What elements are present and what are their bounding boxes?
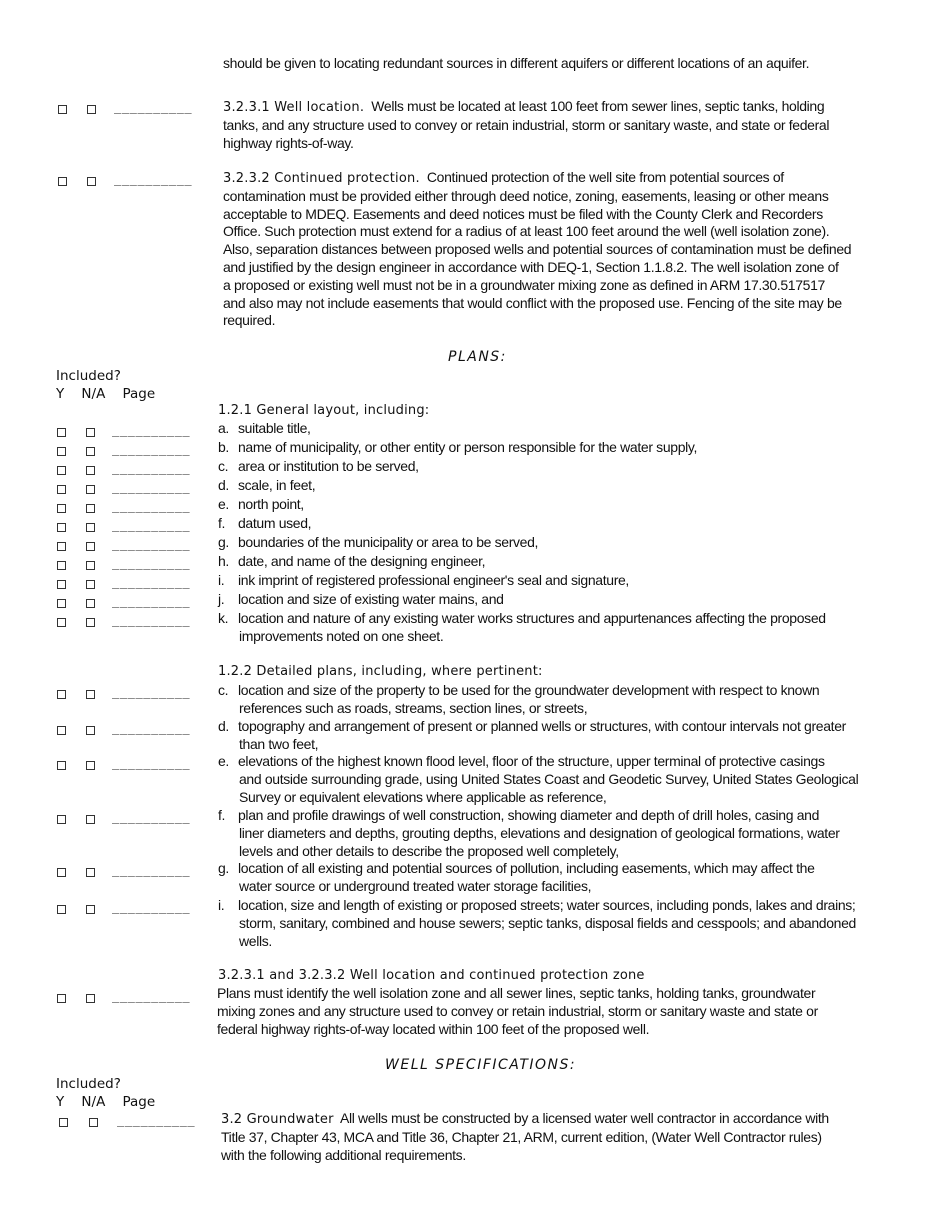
- checkbox-na[interactable]: [86, 599, 95, 608]
- item-line: [218, 477, 315, 495]
- item-label: i.: [218, 572, 225, 588]
- page-blank[interactable]: __________: [112, 537, 191, 551]
- checkbox-na[interactable]: [87, 177, 96, 186]
- checkbox-yes[interactable]: [58, 177, 67, 186]
- checkbox-yes[interactable]: [57, 504, 66, 513]
- cp-line-6: and justified by the design engineer in accordance with DEQ-1, Section 1.1.8.2. The well isolation zone of: [223, 258, 839, 275]
- well-location-line-3: highway rights-of-way.: [223, 134, 354, 151]
- item-line: [218, 682, 819, 700]
- item-text: date, and name of the designing engineer,: [238, 553, 486, 569]
- checkbox-yes[interactable]: [57, 428, 66, 437]
- item-line: [218, 496, 304, 514]
- checkbox-yes[interactable]: [57, 690, 66, 699]
- checkbox-na[interactable]: [86, 447, 95, 456]
- list-item: [218, 897, 856, 950]
- item-text: ink imprint of registered professional engineer's seal and signature,: [238, 572, 629, 588]
- checkbox-yes[interactable]: [57, 580, 66, 589]
- list-item: [218, 420, 311, 438]
- page-blank[interactable]: __________: [114, 100, 193, 114]
- item-line: [218, 420, 311, 438]
- item-line: [218, 753, 858, 771]
- page-blank[interactable]: __________: [112, 518, 191, 532]
- col-y-label: Y: [56, 386, 65, 402]
- checkbox-na[interactable]: [86, 726, 95, 735]
- cp-line-1: Continued protection of the well site from potential sources of: [426, 169, 784, 185]
- checkbox-na[interactable]: [86, 504, 95, 513]
- item-line: [218, 897, 856, 915]
- checkbox-yes[interactable]: [57, 523, 66, 532]
- item-label: f.: [218, 515, 226, 531]
- col-na-label: N/A: [81, 386, 106, 402]
- cp-line-7: a proposed or existing well must not be in a groundwater mixing zone as defined in ARM 17.30.517517: [223, 276, 825, 293]
- iz-line-1: Plans must identify the well isolation zone and all sewer lines, septic tanks, holding tanks, groundwater: [217, 985, 816, 1001]
- item-line: [218, 591, 504, 609]
- checkbox-na[interactable]: [86, 485, 95, 494]
- item-line: [218, 553, 485, 571]
- continued-protection-heading: 3.2.3.2 Continued protection.: [223, 171, 420, 186]
- page-blank[interactable]: __________: [114, 172, 193, 186]
- checkbox-yes[interactable]: [57, 868, 66, 877]
- item-label: e.: [218, 496, 229, 512]
- page-blank[interactable]: __________: [112, 810, 191, 824]
- item-label: f.: [218, 807, 226, 823]
- item-line-continued: than two feet,: [239, 735, 319, 752]
- checkbox-yes[interactable]: [57, 485, 66, 494]
- intro-line: should be given to locating redundant sources in different aquifers or different locations of an aquifer.: [223, 55, 810, 71]
- well-location-heading: 3.2.3.1 Well location.: [223, 100, 365, 115]
- list-item: [218, 553, 485, 571]
- page-blank[interactable]: __________: [112, 461, 191, 475]
- page-blank[interactable]: __________: [112, 442, 191, 456]
- checkbox-na[interactable]: [89, 1118, 98, 1127]
- item-text: name of municipality, or other entity or person responsible for the water supply,: [238, 439, 698, 455]
- item-label: j.: [218, 591, 225, 607]
- item-line: [218, 572, 629, 590]
- item-label: c.: [218, 682, 229, 698]
- checkbox-na[interactable]: [86, 690, 95, 699]
- item-line-continued: improvements noted on one sheet.: [239, 627, 444, 644]
- checkbox-na[interactable]: [86, 905, 95, 914]
- item-text: elevations of the highest known flood level, floor of the structure, upper terminal of protective casings: [238, 753, 825, 769]
- item-label: g.: [218, 860, 229, 876]
- page-blank[interactable]: __________: [112, 756, 191, 770]
- detailed-plans-heading: 1.2.2 Detailed plans, including, where pertinent:: [218, 664, 543, 679]
- page-blank[interactable]: __________: [112, 721, 191, 735]
- item-line-continued: liner diameters and depths, grouting depths, elevations and designation of geological formations, water: [239, 824, 840, 841]
- list-item: [218, 572, 629, 590]
- item-text: north point,: [238, 496, 304, 512]
- well-specs-included-header: [56, 1075, 155, 1111]
- cp-line-9: required.: [223, 312, 276, 329]
- cp-line-4: Office. Such protection must extend for a radius of at least 100 feet around the well (well isolation zone).: [223, 223, 830, 240]
- page-blank[interactable]: __________: [112, 863, 191, 877]
- item-text: location and nature of any existing water works structures and appurtenances affecting the proposed: [238, 610, 826, 626]
- general-layout-heading: 1.2.1 General layout, including:: [218, 403, 430, 418]
- item-line-continued: water source or underground treated water storage facilities,: [239, 877, 592, 894]
- plans-included-header: [56, 367, 155, 403]
- groundwater-heading: 3.2 Groundwater: [221, 1112, 334, 1127]
- included-label: Included?: [56, 368, 121, 384]
- item-label: d.: [218, 718, 229, 734]
- item-text: location and size of the property to be used for the groundwater development with respect to known: [238, 682, 820, 698]
- iz-line-2: mixing zones and any structure used to convey or retain industrial, storm or sanitary waste and state or: [217, 1002, 818, 1019]
- list-item: [218, 439, 697, 457]
- page-blank[interactable]: __________: [117, 1113, 196, 1127]
- gw-line-3: with the following additional requirements.: [221, 1146, 466, 1163]
- item-line: [218, 807, 840, 825]
- item-text: location, size and length of existing or proposed streets; water sources, including ponds, lakes and drains;: [238, 897, 856, 913]
- page-blank[interactable]: __________: [112, 594, 191, 608]
- item-label: d.: [218, 477, 229, 493]
- item-label: k.: [218, 610, 229, 626]
- item-line: [218, 515, 311, 533]
- checkbox-yes[interactable]: [57, 905, 66, 914]
- groundwater-section: [221, 1110, 829, 1164]
- item-line: [218, 610, 826, 628]
- cp-line-8: and also may not include easements that would conflict with the proposed use. Fencing of the site may be: [223, 294, 842, 311]
- checkbox-na[interactable]: [86, 994, 95, 1003]
- checkbox-na[interactable]: [86, 542, 95, 551]
- checkbox-na[interactable]: [86, 580, 95, 589]
- checkbox-yes[interactable]: [57, 466, 66, 475]
- item-text: datum used,: [238, 515, 312, 531]
- plans-title: PLANS:: [448, 349, 507, 365]
- item-label: h.: [218, 553, 229, 569]
- list-item: [218, 515, 311, 533]
- item-text: suitable title,: [238, 420, 311, 436]
- page-blank[interactable]: __________: [112, 989, 191, 1003]
- list-item: [218, 718, 846, 754]
- checkbox-yes[interactable]: [57, 815, 66, 824]
- list-item: [218, 591, 504, 609]
- item-text: location of all existing and potential sources of pollution, including easements, which may affect the: [238, 860, 815, 876]
- item-line-continued: and outside surrounding grade, using United States Coast and Geodetic Survey, United States Geological: [239, 770, 859, 787]
- page-blank[interactable]: __________: [112, 613, 191, 627]
- checkbox-yes[interactable]: [58, 105, 67, 114]
- item-label: b.: [218, 439, 229, 455]
- page-blank[interactable]: __________: [112, 556, 191, 570]
- checkbox-yes[interactable]: [57, 761, 66, 770]
- item-line: [218, 718, 846, 736]
- page-blank[interactable]: __________: [112, 480, 191, 494]
- checkbox-yes[interactable]: [57, 561, 66, 570]
- item-text: topography and arrangement of present or planned wells or structures, with contour intervals not greater: [238, 718, 846, 734]
- item-text: plan and profile drawings of well construction, showing diameter and depth of drill holes, casing and: [238, 807, 820, 823]
- item-label: a.: [218, 420, 229, 436]
- cp-line-2: contamination must be provided either through deed notice, zoning, easements, leasing or other means: [223, 187, 829, 204]
- checkbox-yes[interactable]: [57, 447, 66, 456]
- list-item: [218, 458, 419, 476]
- well-location-section: [223, 98, 829, 152]
- checkbox-na[interactable]: [86, 761, 95, 770]
- col-na-label: N/A: [81, 1094, 106, 1110]
- checkbox-na[interactable]: [86, 561, 95, 570]
- item-text: location and size of existing water mains, and: [238, 591, 504, 607]
- item-line: [218, 534, 538, 552]
- checkbox-na[interactable]: [86, 868, 95, 877]
- page-blank[interactable]: __________: [112, 575, 191, 589]
- item-line: [218, 458, 419, 476]
- page-blank[interactable]: __________: [112, 900, 191, 914]
- list-item: [218, 807, 840, 860]
- item-text: scale, in feet,: [238, 477, 316, 493]
- page-blank[interactable]: __________: [112, 499, 191, 513]
- checkbox-yes[interactable]: [57, 599, 66, 608]
- cp-line-5: Also, separation distances between proposed wells and potential sources of contamination must be defined: [223, 241, 852, 258]
- list-item: [218, 753, 858, 806]
- item-label: i.: [218, 897, 225, 913]
- checkbox-na[interactable]: [86, 523, 95, 532]
- col-page-label: Page: [122, 386, 156, 402]
- included-label: Included?: [56, 1076, 121, 1092]
- checkbox-na[interactable]: [86, 466, 95, 475]
- list-item: [218, 534, 538, 552]
- checkbox-na[interactable]: [86, 815, 95, 824]
- checkbox-na[interactable]: [87, 105, 96, 114]
- checkbox-yes[interactable]: [57, 726, 66, 735]
- list-item: [218, 610, 826, 646]
- item-line-continued: Survey or equivalent elevations where applicable as reference,: [239, 788, 607, 805]
- list-item: [218, 477, 315, 495]
- list-item: [218, 682, 819, 718]
- well-location-line-1: Wells must be located at least 100 feet from sewer lines, septic tanks, holding: [371, 98, 825, 114]
- cp-line-3: acceptable to MDEQ. Easements and deed notices must be filed with the County Clerk and Recorders: [223, 205, 823, 222]
- item-text: boundaries of the municipality or area to be served,: [238, 534, 539, 550]
- checkbox-na[interactable]: [86, 618, 95, 627]
- list-item: [218, 860, 815, 896]
- item-label: e.: [218, 753, 229, 769]
- page-blank[interactable]: __________: [112, 685, 191, 699]
- item-line-continued: levels and other details to describe the proposed well completely,: [239, 842, 619, 859]
- iz-line-3: federal highway rights-of-way located within 100 feet of the proposed well.: [217, 1020, 650, 1037]
- gw-line-2: Title 37, Chapter 43, MCA and Title 36, Chapter 21, ARM, current edition, (Water Well Contractor rules): [221, 1128, 822, 1145]
- checkbox-yes[interactable]: [57, 542, 66, 551]
- item-label: c.: [218, 458, 229, 474]
- item-line-continued: references such as roads, streams, section lines, or streets,: [239, 699, 588, 716]
- checkbox-na[interactable]: [86, 428, 95, 437]
- item-line-continued: wells.: [239, 932, 272, 949]
- col-y-label: Y: [56, 1094, 65, 1110]
- continued-protection-section: [223, 169, 851, 330]
- page-blank[interactable]: __________: [112, 423, 191, 437]
- item-text: area or institution to be served,: [238, 458, 419, 474]
- well-location-line-2: tanks, and any structure used to convey or retain industrial, storm or sanitary waste, and state or federal: [223, 116, 830, 133]
- isolation-zone-text: [217, 985, 818, 1038]
- item-label: g.: [218, 534, 229, 550]
- isolation-zone-heading: 3.2.3.1 and 3.2.3.2 Well location and continued protection zone: [218, 968, 645, 983]
- item-line: [218, 439, 697, 457]
- list-item: [218, 496, 304, 514]
- col-page-label: Page: [122, 1094, 156, 1110]
- gw-line-1: All wells must be constructed by a licensed water well contractor in accordance with: [339, 1110, 829, 1126]
- item-line: [218, 860, 815, 878]
- checkbox-yes[interactable]: [59, 1118, 68, 1127]
- item-line-continued: storm, sanitary, combined and house sewers; septic tanks, disposal fields and cesspools; and abandoned: [239, 914, 856, 931]
- checkbox-yes[interactable]: [57, 994, 66, 1003]
- well-specs-title: WELL SPECIFICATIONS:: [385, 1057, 577, 1073]
- checkbox-yes[interactable]: [57, 618, 66, 627]
